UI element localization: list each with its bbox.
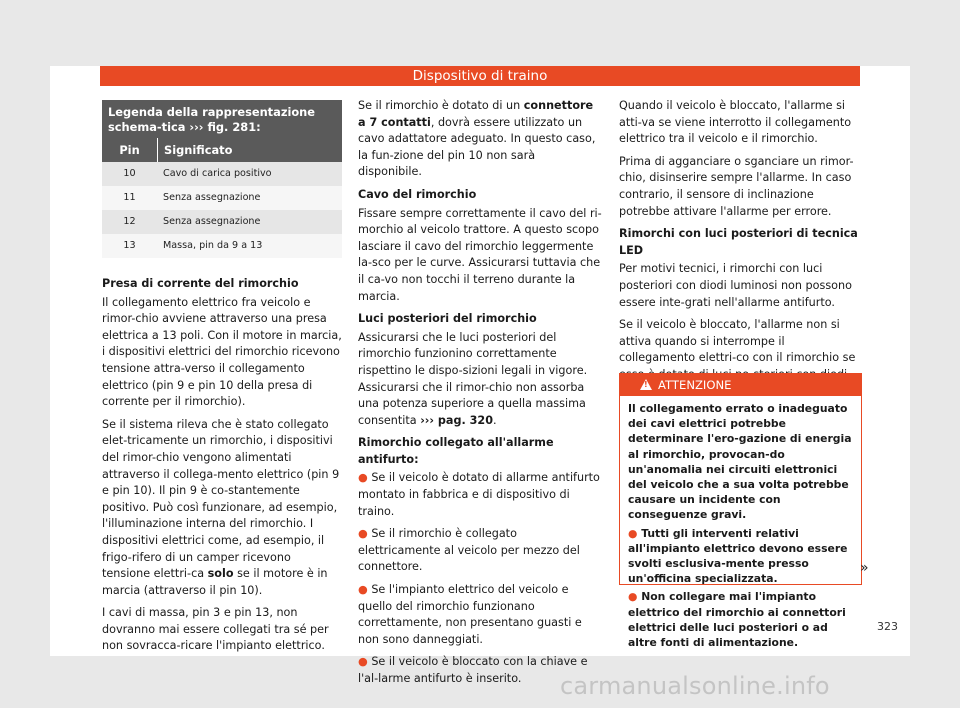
warning-title: ATTENZIONE — [658, 378, 732, 392]
column-right — [619, 98, 860, 406]
sig-cell: Cavo di carica positivo — [163, 168, 272, 179]
table-row — [102, 186, 342, 210]
paragraph — [358, 330, 602, 430]
warning-body — [620, 396, 861, 650]
warning-triangle-icon — [640, 379, 652, 390]
column-middle — [358, 98, 602, 694]
sig-cell: Senza assegnazione — [163, 192, 261, 203]
text: Se il rimorchio è dotato di un — [358, 99, 524, 112]
legend-title: Legenda della rappresentazione schema-tica ››› fig. 281: — [108, 105, 316, 134]
paragraph: Fissare sempre correttamente il cavo del ri-morchio al veicolo trattore. A questo scopo lasciare il cavo del rimorchio leggermente la-sco per le curve. Assicurarsi tuttavia che il ca-vo non tocchi il terreno durante la marcia. — [358, 206, 602, 303]
bullet-icon: ● — [358, 471, 368, 485]
bullet-icon: ● — [358, 527, 368, 541]
text: Se il veicolo è dotato di allarme antifurto montato in fabbrica e di dispositivo di traino. — [358, 471, 600, 518]
pin-cell: 13 — [123, 240, 136, 251]
text: Non collegare mai l'impianto elettrico del rimorchio ai connettori elettrici delle luci posteriori o ad altre fonti di alimentazione. — [628, 590, 846, 650]
legend-col-significato: Significato — [157, 138, 342, 162]
heading-presa-corrente: Presa di corrente del rimorchio — [102, 277, 299, 290]
text: Assicurarsi che le luci posteriori del rimorchio funzionino correttamente rispettino le dispo-sizioni legali in vigore. Assicurarsi che il rimor-chio non assorba una potenza superiore a quella massima consentita — [358, 330, 588, 427]
continue-arrow-icon: » — [860, 560, 869, 576]
text: , dovrà essere utilizzato un cavo adattatore adeguato. In questo caso, la fun-zione del pin 10 non sarà disponibile. — [358, 115, 596, 179]
text: . — [492, 413, 497, 427]
heading-luci-posteriori: Luci posteriori del rimorchio — [358, 312, 537, 326]
warning-box — [619, 373, 862, 650]
heading-cavo-rimorchio: Cavo del rimorchio — [358, 187, 477, 201]
page-link[interactable]: ››› pag. 320 — [420, 413, 493, 427]
list-item — [358, 470, 602, 520]
legend-col-pin: Pin — [119, 143, 140, 157]
bullet-icon: ● — [358, 655, 368, 669]
list-item — [628, 589, 853, 650]
list-item — [628, 526, 853, 587]
legend-table — [102, 100, 342, 258]
paragraph: Se il veicolo è bloccato, l'allarme non si attiva quando si interrompe il collegamento elettri-co con il rimorchio se — [619, 318, 856, 365]
pin-cell: 11 — [123, 192, 136, 203]
bold-text: connettore a 7 contatti — [358, 99, 594, 129]
list-item — [358, 526, 602, 576]
table-row — [102, 210, 342, 234]
text: Se l'impianto elettrico del veicolo e quello del rimorchio funzionano correttamente, non presentano guasti e non sono danneggiati. — [358, 583, 582, 646]
section-header: Dispositivo di traino — [100, 66, 860, 86]
text: se il motore è in marcia (attraverso il pin 10). — [102, 567, 328, 597]
table-row — [102, 234, 342, 258]
bullet-icon: ● — [628, 526, 638, 540]
paragraph: Quando il veicolo è bloccato, l'allarme si atti-va se viene interrotto il collegamento elettrico tra il veicolo e il rimorchio. — [619, 99, 852, 146]
table-row — [102, 162, 342, 186]
paragraph: Il collegamento elettrico fra veicolo e rimor-chio avviene attraverso una presa elettrica a 13 poli. Con il motore in marcia, i dispositivi elettrici del rimorchio ricevono tensione attra-verso il collegamento elettrico (pin 9 e pin 10 della presa di corrente per il rimorchio). — [102, 295, 342, 409]
paragraph: Per motivi tecnici, i rimorchi con luci posteriori con diodi luminosi non possono essere inte-grati nell'allarme antifurto. — [619, 262, 852, 309]
text: Tutti gli interventi relativi all'impianto elettrico devono essere svolti esclusiva-mente presso un'officina specializzata. — [628, 526, 848, 586]
paragraph — [358, 98, 602, 181]
paragraph: Prima di agganciare o sganciare un rimor-chio, disinserire sempre l'allarme. In caso contrario, il sensore di inclinazione potrebbe attivare l'allarme per errore. — [619, 154, 854, 218]
text: Se il sistema rileva che è stato collegato elet-tricamente un rimorchio, i dispositivi del rimor-chio vengono alimentati attraverso il collega-mento elettrico (pin 9 e pin 10). Il pin 9 è co-stantemente positivo. Può così funzionare, ad esempio, l'illuminazione interna del rimorchio. I dispositivi elettrici come, ad esempio, il frigo-rifero di un camper ricevono tensione elettri-ca — [102, 417, 340, 581]
column-left — [102, 100, 342, 661]
paragraph: I cavi di massa, pin 3 e pin 13, non dovranno mai essere collegati tra sé per non sovracca-ricare l'impianto elettrico. — [102, 606, 329, 653]
paragraph — [102, 417, 342, 600]
list-item — [358, 582, 602, 648]
sig-cell: Massa, pin da 9 a 13 — [163, 240, 263, 251]
sig-cell: Senza assegnazione — [163, 216, 261, 227]
page-number: 323 — [877, 620, 898, 633]
bullet-icon: ● — [358, 583, 368, 597]
text: Se il rimorchio è collegato elettricamente al veicolo per mezzo del connettore. — [358, 527, 580, 574]
pin-cell: 10 — [123, 168, 136, 179]
pin-cell: 12 — [123, 216, 136, 227]
warning-paragraph: Il collegamento errato o inadeguato dei cavi elettrici potrebbe determinare l'ero-gazione di energia al rimorchio, provocan-do un'anomalia nei circuiti elettronici del veicolo che a sua volta potrebbe causare un incidente con conseguenze gravi. — [628, 402, 852, 522]
warning-header — [620, 374, 861, 396]
heading-luci-led: Rimorchi con luci posteriori di tecnica LED — [619, 227, 858, 257]
legend-header-row — [102, 138, 342, 162]
bullet-icon: ● — [628, 590, 638, 604]
watermark: carmanualsonline.info — [560, 672, 830, 700]
text: Se il veicolo è bloccato con la chiave e l'al-larme antifurto è inserito. — [358, 655, 588, 685]
heading-allarme-antifurto: Rimorchio collegato all'allarme antifurto: — [358, 436, 554, 466]
bold-text: solo — [207, 567, 234, 581]
